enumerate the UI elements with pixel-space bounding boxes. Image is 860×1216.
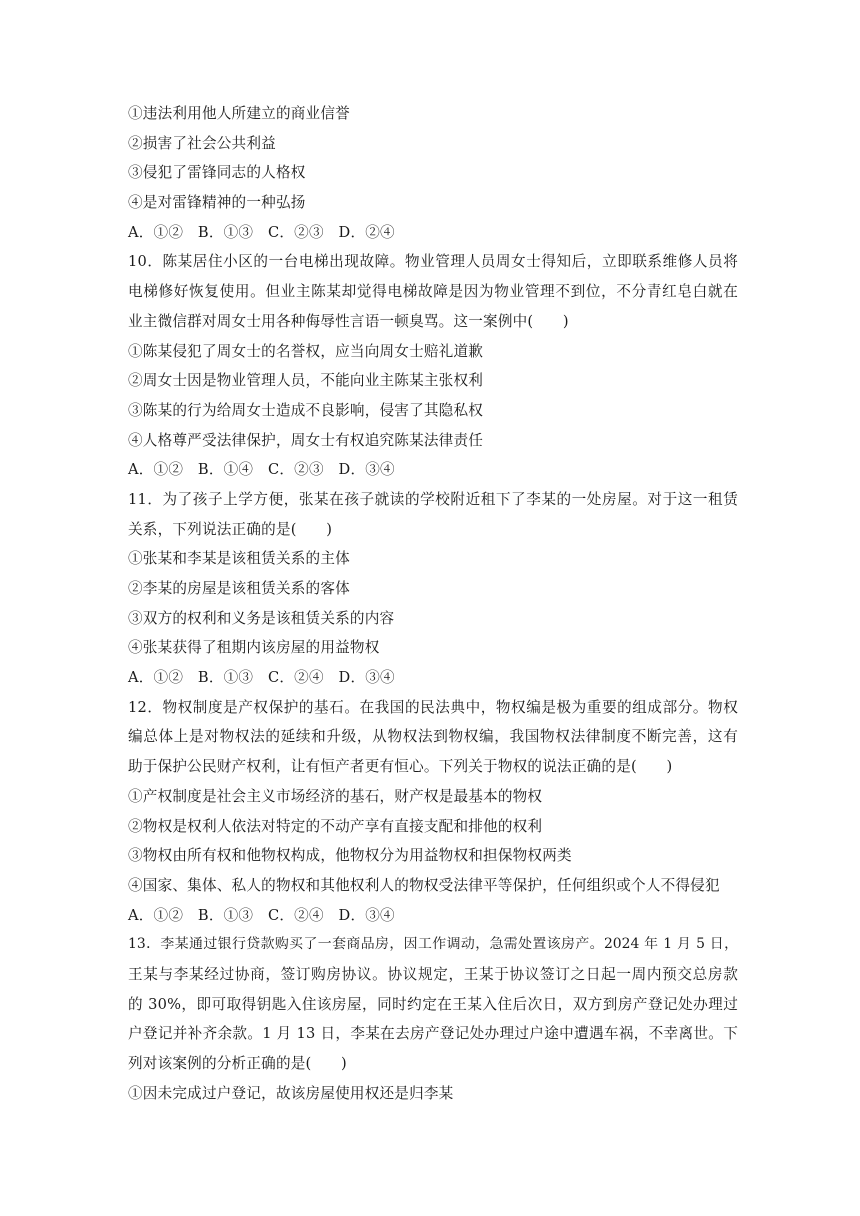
q12-choices: A．①② B．①③ C．②④ D．③④ [128,906,395,924]
q13-option-1: ①因未完成过户登记，故该房屋使用权还是归李某 [128,1084,454,1102]
q10-option-3: ③陈某的行为给周女士造成不良影响，侵害了其隐私权 [128,401,484,419]
q13-stem-line-1: 13．李某通过银行贷款购买了一套商品房，因工作调动，急需处置该房产。2024 年 1 月 5 日， [128,936,738,953]
q9-option-3: ③侵犯了雷锋同志的人格权 [128,164,306,182]
q11-stem-line-2: 关系，下列说法正确的是( ) [128,520,333,538]
q10-choices: A．①② B．①④ C．②③ D．③④ [128,461,395,479]
q9-option-1: ①违法利用他人所建立的商业信誉 [128,105,350,122]
q10-stem-line-3: 业主微信群对周女士用各种侮辱性言语一顿臭骂。这一案例中( ) [128,312,569,330]
q10-stem-line-1: 10．陈某居住小区的一台电梯出现故障。物业管理人员周女士得知后，立即联系维修人员将 [128,253,738,271]
q13-stem-line-4: 户登记并补齐余款。1 月 13 日，李某在去房产登记处办理过户途中遭遇车祸，不幸离世。下 [128,1025,738,1043]
question-content [128,99,738,1108]
q12-stem-line-2: 编总体上是对物权法的延续和升级，从物权法到物权编，我国物权法律制度不断完善，这有 [128,728,738,746]
q13-stem-line-5: 列对该案例的分析正确的是( ) [128,1055,347,1072]
q9-option-2: ②损害了社会公共利益 [128,134,276,152]
q9-choices: A．①② B．①③ C．②③ D．②④ [128,223,395,241]
q12-option-3: ③物权由所有权和他物权构成，他物权分为用益物权和担保物权两类 [128,847,572,865]
q13-stem-line-2: 王某与李某经过协商，签订购房协议。协议规定，王某于协议签订之日起一周内预交总房款 [128,965,738,983]
q12-option-2: ②物权是权利人依法对特定的不动产享有直接支配和排他的权利 [128,817,543,835]
q9-option-4: ④是对雷锋精神的一种弘扬 [128,194,306,212]
q11-option-2: ②李某的房屋是该租赁关系的客体 [128,580,350,597]
q11-stem-line-1: 11．为了孩子上学方便，张某在孩子就读的学校附近租下了李某的一处房屋。对于这一租赁 [128,490,738,508]
q11-option-4: ④张某获得了租期内该房屋的用益物权 [128,639,380,657]
q12-stem-line-1: 12．物权制度是产权保护的基石。在我国的民法典中，物权编是极为重要的组成部分。物权 [128,698,738,716]
q12-stem-line-3: 助于保护公民财产权利，让有恒产者更有恒心。下列关于物权的说法正确的是( ) [128,758,673,776]
q12-option-4: ④国家、集体、私人的物权和其他权利人的物权受法律平等保护，任何组织或个人不得侵犯 [128,876,720,894]
q10-option-4: ④人格尊严受法律保护，周女士有权追究陈某法律责任 [128,431,484,449]
q13-stem-line-3: 的 30%，即可取得钥匙入住该房屋，同时约定在王某入住后次日，双方到房产登记处办理过 [128,995,738,1013]
q11-option-3: ③双方的权利和义务是该租赁关系的内容 [128,609,395,627]
q12-option-1: ①产权制度是社会主义市场经济的基石，财产权是最基本的物权 [128,787,543,805]
q10-option-2: ②周女士因是物业管理人员，不能向业主陈某主张权利 [128,372,484,390]
q10-option-1: ①陈某侵犯了周女士的名誉权，应当向周女士赔礼道歉 [128,342,484,360]
q11-option-1: ①张某和李某是该租赁关系的主体 [128,550,350,568]
q10-stem-line-2: 电梯修好恢复使用。但业主陈某却觉得电梯故障是因为物业管理不到位，不分青红皂白就在 [128,283,738,301]
q11-choices: A．①② B．①③ C．②④ D．③④ [128,669,395,687]
